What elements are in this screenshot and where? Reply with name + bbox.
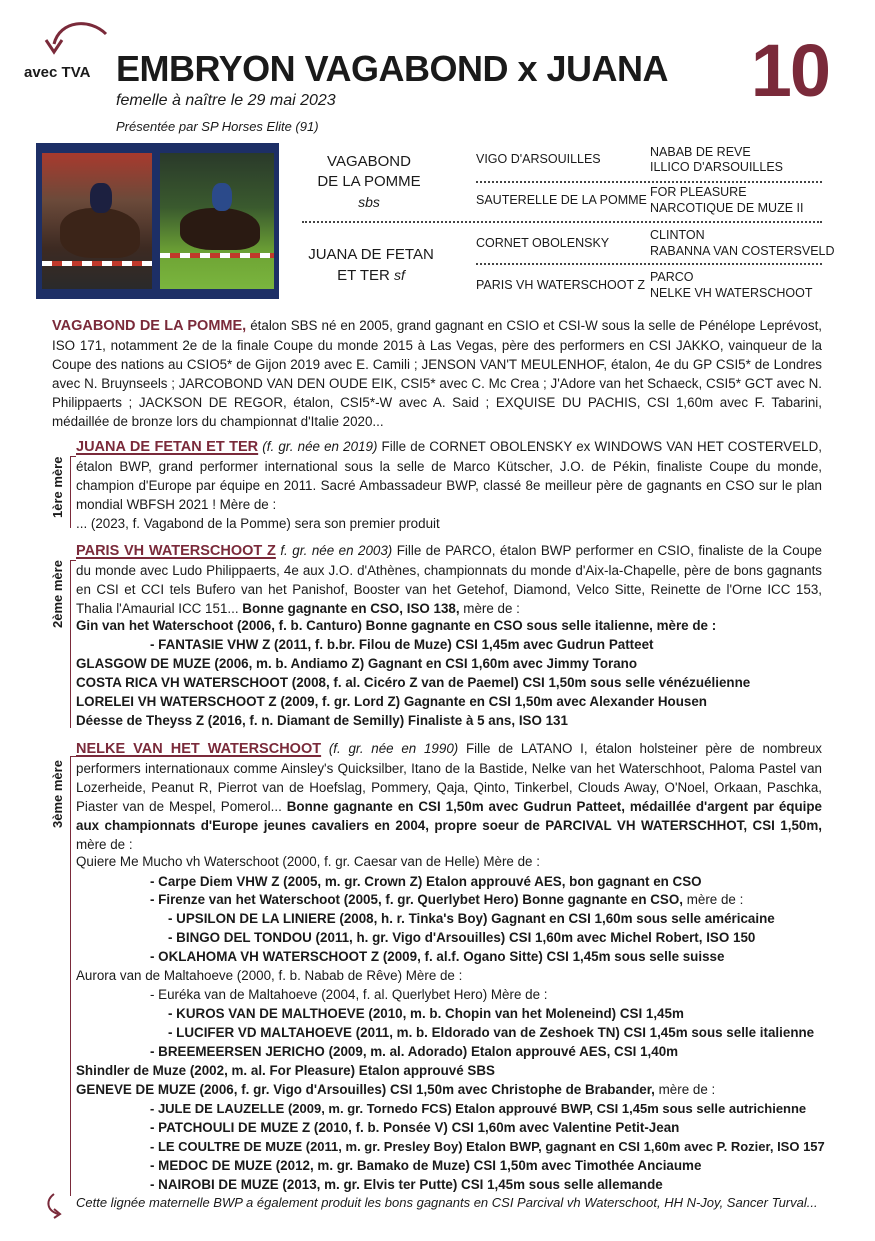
produce-line: Gin van het Waterschoot (2006, f. b. Canturo) Bonne gagnante en CSO sous selle italienne, mère de : bbox=[76, 618, 717, 633]
curved-arrow-icon bbox=[40, 18, 110, 68]
section-bar bbox=[70, 756, 71, 1196]
grandparent: PARIS VH WATERSCHOOT Z bbox=[476, 278, 645, 292]
produce-line: GLASGOW DE MUZE (2006, m. b. Andiamo Z) Gagnant en CSI 1,60m avec Jimmy Torano bbox=[76, 656, 638, 671]
presenter: Présentée par SP Horses Elite (91) bbox=[116, 119, 319, 134]
great-grandparent: ILLICO D'ARSOUILLES bbox=[650, 160, 783, 174]
produce-line: Shindler de Muze (2002, m. al. For Pleasure) Etalon approuvé SBS bbox=[76, 1063, 495, 1078]
produce-line: COSTA RICA VH WATERSCHOOT (2008, f. al. Cicéro Z van de Paemel) CSI 1,50m sous selle vénézuélienne bbox=[76, 675, 751, 690]
section-label-1st-dam: 1ère mère bbox=[50, 456, 65, 518]
produce-line: - Euréka van de Maltahoeve (2004, f. al. Querlybet Hero) Mère de : bbox=[150, 987, 548, 1002]
horse-photo bbox=[36, 143, 279, 299]
pedigree-divider-sire bbox=[476, 181, 822, 183]
great-grandparent: PARCO bbox=[650, 270, 694, 284]
pedigree-sire: VAGABOND DE LA POMME sbs bbox=[317, 153, 421, 210]
jumping-photo-right bbox=[160, 153, 274, 289]
return-arrow-icon bbox=[44, 1190, 70, 1220]
produce-line: - Firenze van het Waterschoot (2005, f. gr. Querlybet Hero) Bonne gagnante en CSO, mère de : bbox=[150, 892, 744, 907]
produce-line: - BREEMEERSEN JERICHO (2009, m. al. Adorado) Etalon approuvé AES, CSI 1,40m bbox=[150, 1044, 679, 1059]
produce-line: Aurora van de Maltahoeve (2000, f. b. Nabab de Rêve) Mère de : bbox=[76, 968, 463, 983]
pedigree-divider-dam bbox=[476, 263, 822, 265]
subtitle: femelle à naître le 29 mai 2023 bbox=[116, 92, 336, 109]
produce-line: - KUROS VAN DE MALTHOEVE (2010, m. b. Chopin van het Moleneind) CSI 1,45m bbox=[168, 1006, 684, 1021]
section-bar bbox=[70, 456, 71, 528]
produce-line: - LE COULTRE DE MUZE (2011, m. gr. Presley Boy) Etalon BWP, gagnant en CSI 1,60m avec P. Rozier, ISO 157 bbox=[150, 1139, 825, 1154]
section-bar bbox=[70, 560, 71, 728]
second-dam-description: PARIS VH WATERSCHOOT Z f. gr. née en 2003) Fille de PARCO, étalon BWP performer en CSIO, finaliste de la Coupe du monde avec Ludo Philippaerts, 4e aux J.O. d'Athènes, championnats du monde d'Aix-la-Chapelle, père de bons gagnants en CSI et CCI tels Bufero van het Panishof, Booster van het Getehof, Diamond, Velco Sitte, Reinette de l'Orne ICC 153, Thalia l'Amaurial ICC 151... Bonne gagnante en CSO, ISO 138, mère de : bbox=[76, 543, 822, 616]
produce-line: Déesse de Theyss Z (2016, f. n. Diamant de Semilly) Finaliste à 5 ans, ISO 131 bbox=[76, 713, 568, 728]
great-grandparent: FOR PLEASURE bbox=[650, 185, 747, 199]
pedigree-dam: JUANA DE FETAN ET TER sf bbox=[308, 246, 434, 284]
great-grandparent: RABANNA VAN COSTERSVELD bbox=[650, 244, 835, 258]
lot-number: 10 bbox=[750, 29, 829, 112]
great-grandparent: NELKE VH WATERSCHOOT bbox=[650, 286, 813, 300]
produce-line: - OKLAHOMA VH WATERSCHOOT Z (2009, f. al.f. Ogano Sitte) CSI 1,45m sous selle suisse bbox=[150, 949, 725, 964]
section-label-3rd-dam: 3ème mère bbox=[50, 760, 65, 828]
third-dam-description: NELKE VAN HET WATERSCHOOT (f. gr. née en 1990) Fille de LATANO I, étalon holsteiner père de nombreux performers internationaux comme Ainsley's Quicksilber, Itano de la Bastide, Nelke van het Waterschhoot, Paloma Pastel van Lozerheide, Peanut R, Pierrot van de Hoefslag, Pommery, Qaja, Qinto, Tinkerbel, Clouds Away, O'Noel, Orkaan, Paschka, Piaster van de Mespel, Pomerol... Bonne gagnante en CSI 1,50m avec Gudrun Patteet, médaillée d'argent par équipe aux championnats d'Europe jeunes cavaliers en 2004, propre soeur de PARCIVAL VH WATERSCHHOT, CSI 1,50m, mère de : bbox=[76, 741, 823, 852]
produce-line: - LUCIFER VD MALTAHOEVE (2011, m. b. Eldorado van de Zeshoek TN) CSI 1,45m sous selle italienne bbox=[168, 1025, 815, 1040]
produce-line: - UPSILON DE LA LINIERE (2008, h. r. Tinka's Boy) Gagnant en CSI 1,60m sous selle américaine bbox=[168, 911, 775, 926]
great-grandparent: NARCOTIQUE DE MUZE II bbox=[650, 201, 804, 215]
lineage-note: Cette lignée maternelle BWP a également produit les bons gagnants en CSI Parcival vh Waterschoot, HH N-Joy, Sancer Turval... bbox=[76, 1195, 818, 1210]
produce-line: - BINGO DEL TONDOU (2011, h. gr. Vigo d'Arsouilles) CSI 1,60m avec Michel Robert, ISO 150 bbox=[168, 930, 756, 945]
produce-line: - PATCHOULI DE MUZE Z (2010, f. b. Ponsée V) CSI 1,60m avec Valentine Petit-Jean bbox=[150, 1120, 680, 1135]
vat-note: avec TVA bbox=[24, 64, 91, 81]
grandparent: CORNET OBOLENSKY bbox=[476, 236, 610, 250]
great-grandparent: NABAB DE REVE bbox=[650, 145, 751, 159]
page-title: EMBRYON VAGABOND x JUANA bbox=[116, 48, 669, 89]
first-dam-produce: ... (2023, f. Vagabond de la Pomme) sera son premier produit bbox=[76, 516, 440, 531]
jumping-photo-left bbox=[42, 153, 152, 289]
produce-line: - MEDOC DE MUZE (2012, m. gr. Bamako de Muze) CSI 1,50m avec Timothée Anciaume bbox=[150, 1158, 702, 1173]
produce-line: LORELEI VH WATERSCHOOT Z (2009, f. gr. Lord Z) Gagnante en CSI 1,50m avec Alexander Housen bbox=[76, 694, 707, 709]
produce-line: GENEVE DE MUZE (2006, f. gr. Vigo d'Arsouilles) CSI 1,50m avec Christophe de Brabander, mère de : bbox=[76, 1082, 716, 1097]
produce-line: - NAIROBI DE MUZE (2013, m. gr. Elvis ter Putte) CSI 1,45m sous selle allemande bbox=[150, 1177, 663, 1192]
produce-line: - FANTASIE VHW Z (2011, f. b.br. Filou de Muze) CSI 1,45m avec Gudrun Patteet bbox=[150, 637, 654, 652]
produce-line: - Carpe Diem VHW Z (2005, m. gr. Crown Z) Etalon approuvé AES, bon gagnant en CSO bbox=[150, 874, 702, 889]
section-label-2nd-dam: 2ème mère bbox=[50, 560, 65, 628]
great-grandparent: CLINTON bbox=[650, 228, 705, 242]
pedigree-divider-main bbox=[302, 221, 822, 223]
produce-line: Quiere Me Mucho vh Waterschoot (2000, f. gr. Caesar van de Helle) Mère de : bbox=[76, 854, 540, 869]
grandparent: SAUTERELLE DE LA POMME bbox=[476, 193, 647, 207]
produce-line: - JULE DE LAUZELLE (2009, m. gr. Tornedo FCS) Etalon approuvé BWP, CSI 1,45m sous selle autrichienne bbox=[150, 1101, 807, 1116]
first-dam-description: JUANA DE FETAN ET TER (f. gr. née en 2019) Fille de CORNET OBOLENSKY ex WINDOWS VAN HET COSTERVELD, étalon BWP, grand performer international sous la selle de Marco Kütscher, J.O. de Pékin, finaliste Coupe du monde, champion d'Europe par équipe en 2011. Sacré Ambassadeur BWP, classé 8e meilleur père de gagnants en CSO sur le plan mondial WBFSH 2021 ! Mère de : bbox=[76, 439, 822, 512]
grandparent: VIGO D'ARSOUILLES bbox=[476, 152, 601, 166]
sire-description: VAGABOND DE LA POMME, étalon SBS né en 2005, grand gagnant en CSIO et CSI-W sous la selle de Pénélope Leprévost, ISO 171, notamment 2e de la finale Coupe du monde 2015 à Las Vegas, père des performers en CSI JAKKO, vainqueur de la Coupe des nations au CSIO5* de Gijon 2019 avec E. Camili ; JENSON VAN'T MEULENHOF, étalon, 4e du GP CSI5* de Londres avec N. Bruynseels ; JARCOBOND VAN DEN OUDE EIK, CSI5* avec C. Mc Crea ; J'Adore van het Schaeck, CSI5* GCT avec N. Philippaerts ; JACKSON DE REGOR, étalon, CSI5*-W avec A. Said ; EXQUISE DU PACHIS, CSI 1,60m avec F. Tabarini, médaillée de bronze lors du championnat d'Italie 2020... bbox=[52, 318, 823, 429]
